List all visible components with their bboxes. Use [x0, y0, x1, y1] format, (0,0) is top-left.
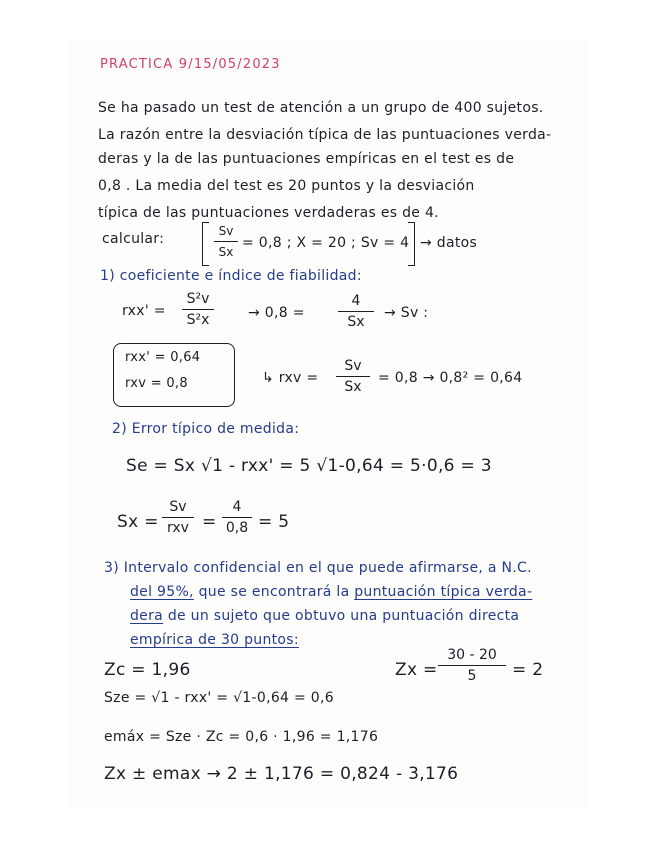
q3-line-3-rest: de un sujeto que obtuvo una puntuación directa [167, 608, 520, 624]
q3-line-1: 3) Intervalo confidencial en el que puede afirmarse, a N.C. [104, 560, 532, 576]
frac-bar [182, 309, 214, 310]
box-line-1: rxx' = 0,64 [125, 350, 201, 365]
emax-formula: emáx = Sze · Zc = 0,6 · 1,96 = 1,176 [104, 729, 379, 745]
q3-line-2 [130, 584, 532, 600]
data-frac-den: Sx [218, 245, 234, 259]
sx-fraction-2 [222, 498, 252, 537]
rxv-result: = 0,8 → 0,8² = 0,64 [378, 370, 523, 386]
zx-label: Zx = [395, 660, 438, 680]
zx-den: 5 [467, 668, 477, 684]
rxv-den: Sx [344, 379, 362, 395]
q3-line-3 [130, 608, 519, 624]
sx-label: Sx = [117, 512, 159, 532]
q3-dera-underlined: dera [130, 608, 164, 624]
rxv-fraction [336, 357, 370, 396]
q1-step1-end: → Sv : [384, 305, 429, 321]
sx-den-2: 0,8 [225, 520, 249, 536]
step1-num: 4 [351, 293, 361, 309]
q3-nc-underlined: del 95%, [130, 584, 194, 600]
frac-bar [338, 311, 374, 312]
step1-den: Sx [347, 314, 365, 330]
data-values: = 0,8 ; X = 20 ; Sv = 4 [242, 235, 410, 251]
box-line-2: rxv = 0,8 [125, 376, 188, 391]
sze-formula: Sze = √1 - rxx' = √1-0,64 = 0,6 [104, 690, 334, 706]
frac-bar [336, 376, 370, 377]
problem-line-1: Se ha pasado un test de atención a un grupo de 400 sujetos. [98, 100, 544, 116]
zx-num: 30 - 20 [447, 647, 497, 663]
rxx-label: rxx' = [122, 303, 166, 319]
rxv-num: Sv [344, 358, 362, 374]
rxx-fraction [182, 290, 214, 329]
q1-heading: 1) coeficiente e índice de fiabilidad: [100, 268, 362, 284]
problem-line-5: típica de las puntuaciones verdaderas es de 4. [98, 205, 439, 221]
zc-value: Zc = 1,96 [104, 660, 191, 680]
q3-typical-score-underlined: puntuación típica verda- [354, 584, 533, 600]
frac-bar [222, 517, 252, 518]
q1-step1: → 0,8 = [248, 305, 305, 321]
sx-num-2: 4 [232, 499, 242, 515]
problem-line-2: La razón entre la desviación típica de las puntuaciones verda- [98, 127, 552, 143]
se-formula: Se = Sx √1 - rxx' = 5 √1-0,64 = 5·0,6 = 3 [126, 456, 492, 476]
data-bracket-right [408, 222, 415, 266]
rxx-den: S²x [186, 312, 210, 328]
interval-result: Zx ± emax → 2 ± 1,176 = 0,824 - 3,176 [104, 764, 459, 784]
zx-result: = 2 [512, 660, 544, 680]
frac-bar [214, 241, 238, 242]
q3-line-4: empírica de 30 puntos: [130, 632, 299, 648]
data-fraction [214, 222, 238, 261]
problem-line-4: 0,8 . La media del test es 20 puntos y la desviación [98, 178, 475, 194]
data-arrow-label: → datos [420, 235, 478, 251]
sx-result: = 5 [258, 512, 290, 532]
sx-num: Sv [169, 499, 187, 515]
sx-equals: = [202, 512, 217, 532]
sx-den: rxv [167, 520, 189, 536]
sx-fraction [162, 498, 194, 537]
q3-line-2-mid: que se encontrará la [198, 584, 350, 600]
zx-fraction [438, 646, 506, 685]
frac-bar [162, 517, 194, 518]
step1-fraction [338, 292, 374, 331]
q2-heading: 2) Error típico de medida: [112, 421, 300, 437]
frac-bar [438, 665, 506, 666]
page-title: PRACTICA 9/15/05/2023 [100, 57, 281, 72]
rxx-num: S²v [186, 291, 210, 307]
rxv-label: ↳ rxv = [262, 370, 319, 386]
data-frac-num: Sv [218, 224, 234, 238]
data-bracket-left [202, 222, 209, 266]
calc-label: calcular: [102, 231, 165, 247]
problem-line-3: deras y la de las puntuaciones empíricas en el test es de [98, 151, 515, 167]
